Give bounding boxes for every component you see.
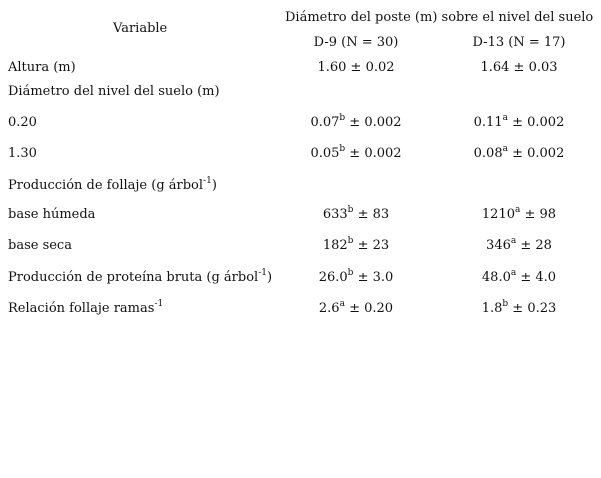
row-label-130: 1.30 <box>8 146 37 161</box>
value-error: ± 3.0 <box>353 270 394 285</box>
header-variable: Variable <box>113 21 168 36</box>
row-value-d13-020 <box>450 115 588 131</box>
row-value-d13-130 <box>450 146 588 162</box>
significance-letter: b <box>339 113 346 123</box>
significance-letter: b <box>347 268 354 278</box>
significance-letter: b <box>347 236 354 246</box>
row-value-d9-base-humeda <box>290 207 422 223</box>
value-main: 182 <box>322 238 348 253</box>
value-main: 1210 <box>481 207 515 222</box>
row-label-produccion-follaje <box>8 178 308 194</box>
value-error: ± 4.0 <box>516 270 557 285</box>
value-error: ± 23 <box>353 238 390 253</box>
significance-letter: a <box>510 236 517 246</box>
significance-letter: b <box>347 205 354 215</box>
row-value-d9-130 <box>290 146 422 162</box>
value-main: 26.0 <box>318 270 348 285</box>
significance-letter: a <box>502 113 508 123</box>
value-error: ± 0.002 <box>345 115 402 130</box>
row-label-diametro: Diámetro del nivel del suelo (m) <box>8 84 220 99</box>
value-main: 2.6 <box>318 301 340 316</box>
value-main: 0.11 <box>473 115 503 130</box>
row-value-d9-020 <box>290 115 422 131</box>
row-value-d13-altura: 1.64 ± 0.03 <box>480 60 558 75</box>
row-value-d9-relacion-follaje <box>290 301 422 317</box>
value-main: 0.05 <box>310 146 340 161</box>
row-value-d9-altura: 1.60 ± 0.02 <box>317 60 395 75</box>
value-error: ± 0.002 <box>345 146 402 161</box>
significance-letter: a <box>339 299 345 309</box>
significance-letter: a <box>510 268 517 278</box>
row-label-020: 0.20 <box>8 115 37 130</box>
value-error: ± 28 <box>516 238 552 253</box>
row-label-proteina-bruta <box>8 270 308 286</box>
value-error: ± 0.002 <box>507 115 565 130</box>
value-error: ± 0.002 <box>507 146 565 161</box>
value-main: 633 <box>322 207 348 222</box>
row-value-d13-relacion-follaje <box>450 301 588 317</box>
row-value-d9-proteina-bruta <box>290 270 422 286</box>
row-label-base-seca: base seca <box>8 238 72 253</box>
row-value-d13-base-seca <box>450 238 588 254</box>
label-exponent: -1 <box>203 176 212 186</box>
value-main: 0.07 <box>310 115 340 130</box>
row-value-d13-base-humeda <box>450 207 588 223</box>
row-label-base-humeda: base húmeda <box>8 207 96 222</box>
label-exponent: -1 <box>258 268 267 278</box>
value-error: ± 0.23 <box>508 301 557 316</box>
header-col-d9: D-9 (N = 30) <box>313 35 399 50</box>
row-label-relacion-follaje <box>8 301 308 317</box>
value-error: ± 98 <box>520 207 557 222</box>
row-value-d9-base-seca <box>290 238 422 254</box>
significance-letter: b <box>339 144 346 154</box>
value-error: ± 83 <box>353 207 390 222</box>
value-main: 48.0 <box>481 270 511 285</box>
value-main: 346 <box>486 238 511 253</box>
label-main: Producción de follaje (g árbol <box>8 178 204 193</box>
header-col-d13: D-13 (N = 17) <box>472 35 566 50</box>
value-main: 0.08 <box>473 146 503 161</box>
row-label-altura: Altura (m) <box>8 60 76 75</box>
label-rest: ) <box>266 270 273 285</box>
significance-letter: a <box>502 144 508 154</box>
significance-letter: a <box>515 205 521 215</box>
label-rest: ) <box>211 178 217 193</box>
value-main: 1.8 <box>481 301 503 316</box>
label-main: Relación follaje ramas <box>8 301 155 316</box>
label-main: Producción de proteína bruta (g árbol <box>8 270 259 285</box>
significance-letter: b <box>502 299 509 309</box>
header-group: Diámetro del poste (m) sobre el nivel del suelo <box>285 10 594 25</box>
row-value-d13-proteina-bruta <box>450 270 588 286</box>
label-exponent: -1 <box>154 299 164 309</box>
value-error: ± 0.20 <box>344 301 394 316</box>
